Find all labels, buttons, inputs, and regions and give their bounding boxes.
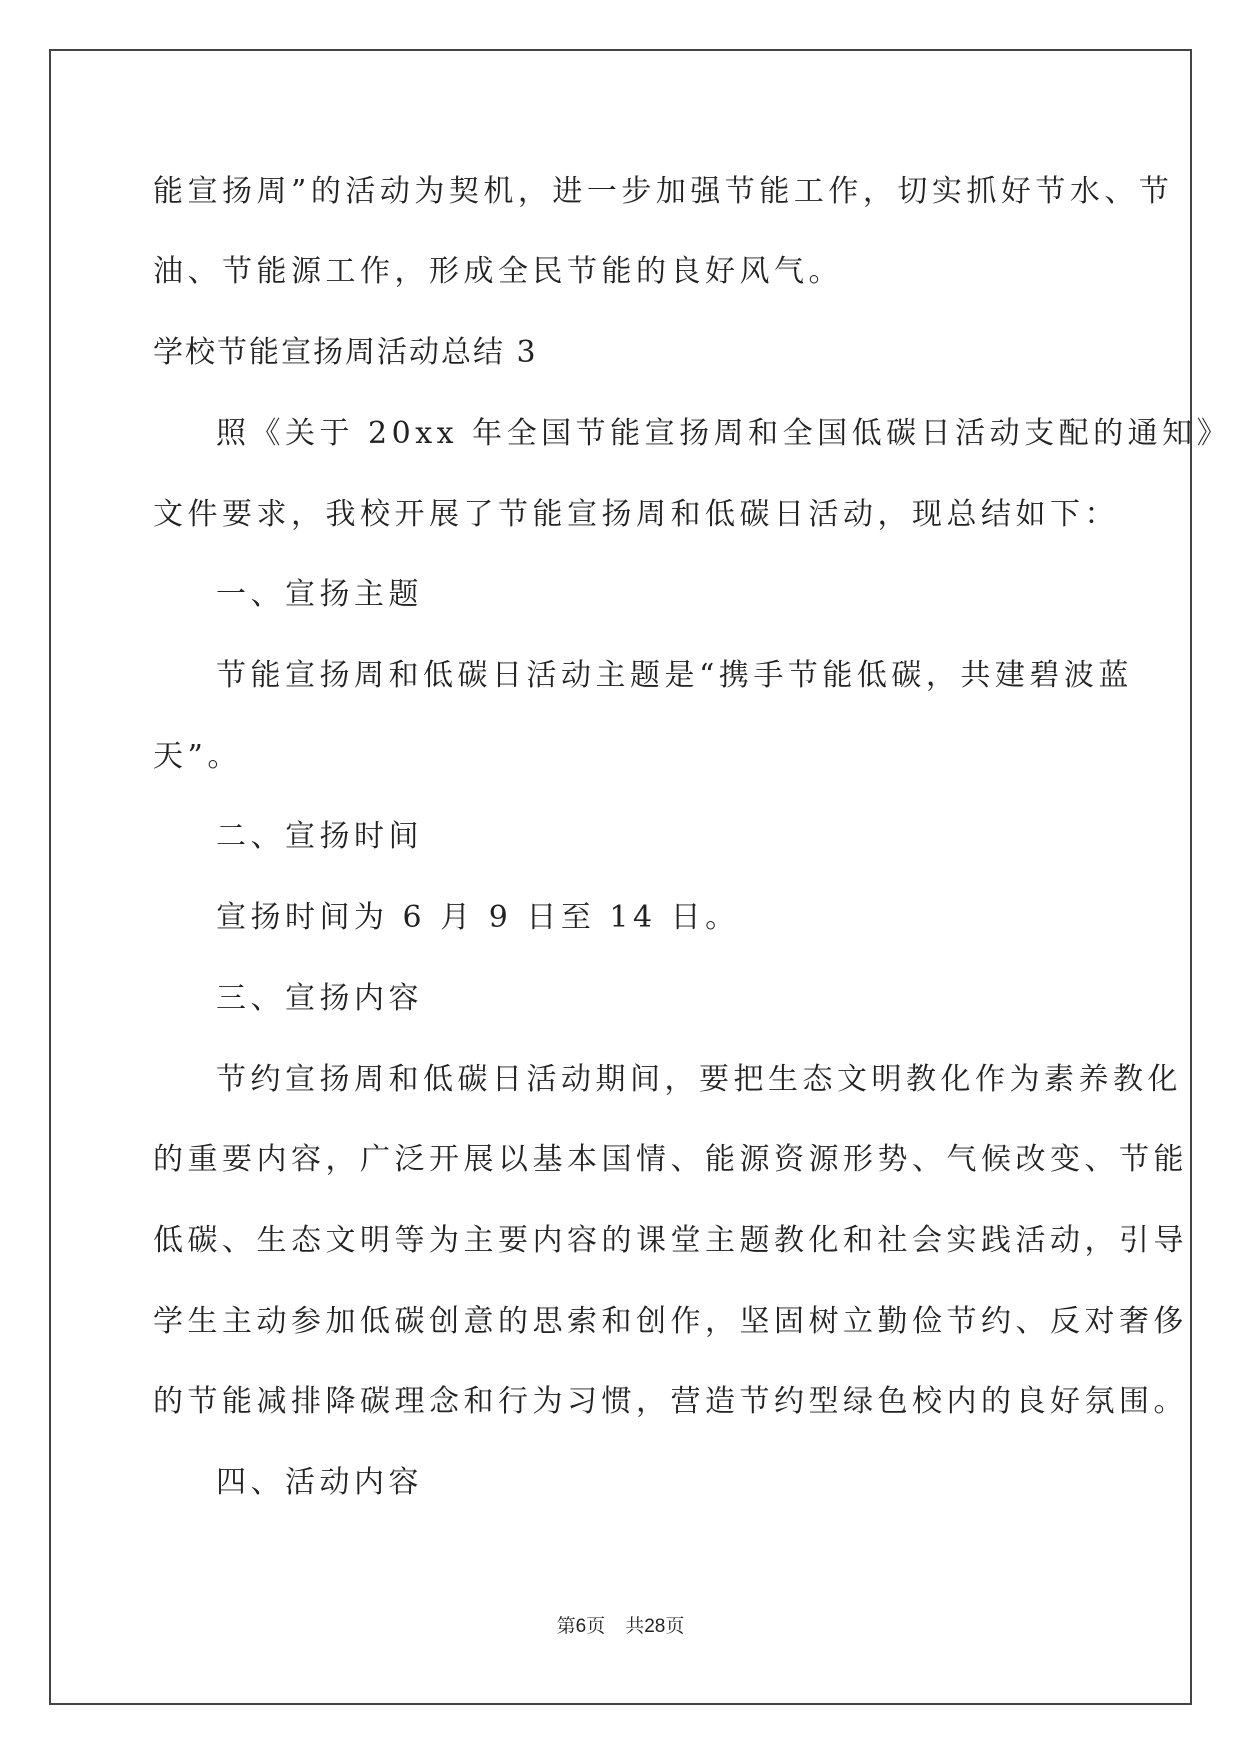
page-current: 6 <box>575 1616 587 1637</box>
paragraph-line: 油、节能源工作，形成全民节能的良好风气。 <box>153 254 843 289</box>
section-title: 学校节能宣扬周活动总结 3 <box>153 335 538 370</box>
paragraph-line: 能宣扬周”的活动为契机，进一步加强节能工作，切实抓好节水、节 <box>153 174 1174 209</box>
paragraph-line: 照《关于 20xx 年全国节能宣扬周和全国低碳日活动支配的通知》 <box>216 416 1232 451</box>
subheading: 四、活动内容 <box>216 1465 423 1500</box>
total-suffix: 页 <box>665 1615 685 1637</box>
paragraph-line: 节能宣扬周和低碳日活动主题是“携手节能低碳，共建碧波蓝 <box>216 658 1133 693</box>
paragraph-line: 宣扬时间为 6 月 9 日至 14 日。 <box>216 900 740 935</box>
subheading: 一、宣扬主题 <box>216 577 423 612</box>
paragraph-line: 学生主动参加低碳创意的思索和创作，坚固树立勤俭节约、反对奢侈 <box>153 1304 1188 1339</box>
page-footer <box>0 1613 1241 1640</box>
paragraph-line: 低碳、生态文明等为主要内容的课堂主题教化和社会实践活动，引导 <box>153 1223 1188 1258</box>
paragraph-line: 天”。 <box>153 739 242 774</box>
paragraph-line: 节约宣扬周和低碳日活动期间，要把生态文明教化作为素养教化 <box>216 1062 1182 1097</box>
page-prefix: 第 <box>556 1615 576 1637</box>
page-suffix: 页 <box>586 1615 606 1637</box>
total-prefix: 共 <box>625 1615 645 1637</box>
paragraph-line: 的重要内容，广泛开展以基本国情、能源资源形势、气候改变、节能 <box>153 1142 1188 1177</box>
page-total: 28 <box>644 1616 666 1637</box>
paragraph-line: 的节能减排降碳理念和行为习惯，营造节约型绿色校内的良好氛围。 <box>153 1384 1188 1419</box>
subheading: 二、宣扬时间 <box>216 819 423 854</box>
subheading: 三、宣扬内容 <box>216 981 423 1016</box>
page-border <box>49 49 1192 1705</box>
paragraph-line: 文件要求，我校开展了节能宣扬周和低碳日活动，现总结如下： <box>153 497 1119 532</box>
